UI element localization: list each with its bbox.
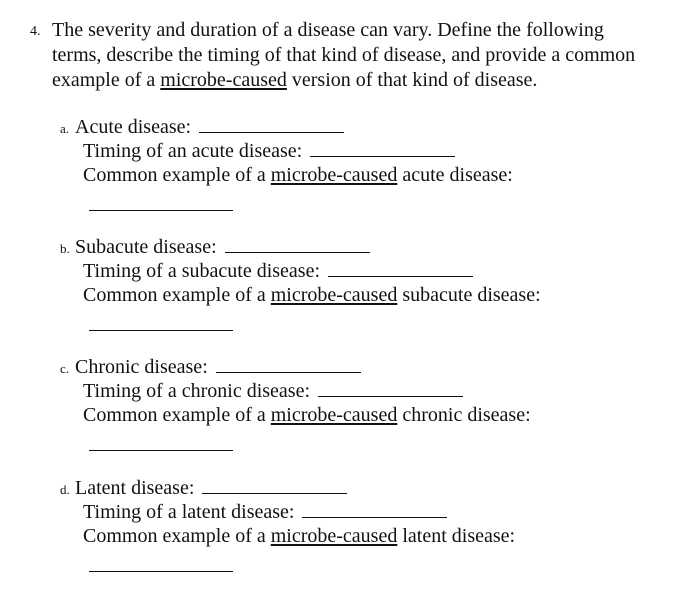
part-a-example-blank[interactable]: [89, 196, 233, 211]
part-d-term-row: [60, 476, 680, 500]
part-c-timing-blank[interactable]: [318, 382, 463, 397]
question-line-3-head: example of a: [52, 69, 161, 91]
part-b-example-blank[interactable]: [89, 316, 233, 331]
part-c: [60, 355, 680, 451]
part-a-timing-label: Timing of an acute disease:: [83, 140, 303, 162]
part-b-example-prefix: Common example of a: [83, 284, 271, 306]
part-d-timing-row: [60, 500, 680, 524]
part-a-definition-blank[interactable]: [199, 118, 344, 133]
question-line-3-tail: version of that kind of disease.: [286, 69, 538, 91]
part-d-timing-label: Timing of a latent disease:: [83, 501, 295, 523]
part-c-example-suffix: chronic disease:: [397, 404, 531, 426]
question-underlined-term: microbe-caused: [160, 69, 287, 91]
part-c-timing-row: [60, 379, 680, 403]
part-a-example-underlined: microbe-caused: [270, 164, 398, 186]
question-4: [30, 18, 680, 93]
part-a-example-suffix: acute disease:: [397, 164, 513, 186]
part-a-example-row: [60, 163, 680, 187]
part-a-letter: a.: [60, 121, 70, 136]
part-d-example-suffix: latent disease:: [397, 525, 516, 547]
part-b-timing-label: Timing of a subacute disease:: [83, 260, 321, 282]
question-number: 4.: [30, 24, 41, 39]
part-c-example-underlined: microbe-caused: [270, 404, 398, 426]
part-d-term: Latent disease:: [75, 477, 195, 499]
part-c-example-row: [60, 403, 680, 427]
part-d: [60, 476, 680, 572]
part-d-example-row: [60, 524, 680, 548]
question-line-2: terms, describe the timing of that kind of disease, and provide a common: [52, 44, 636, 66]
part-c-example-blank[interactable]: [89, 436, 233, 451]
part-c-timing-label: Timing of a chronic disease:: [83, 380, 311, 402]
part-b-timing-row: [60, 259, 680, 283]
part-c-term: Chronic disease:: [75, 356, 208, 378]
part-a-term-row: [60, 115, 680, 139]
question-prompt: [30, 18, 680, 93]
part-b-example-underlined: microbe-caused: [270, 284, 398, 306]
part-d-example-blank[interactable]: [89, 557, 233, 572]
part-b-example-row: [60, 283, 680, 307]
part-c-definition-blank[interactable]: [216, 358, 361, 373]
part-b-example-suffix: subacute disease:: [397, 284, 541, 306]
part-b-timing-blank[interactable]: [328, 262, 473, 277]
part-b-letter: b.: [60, 241, 70, 256]
part-a-timing-blank[interactable]: [310, 142, 455, 157]
part-b-term: Subacute disease:: [75, 236, 217, 258]
part-d-timing-blank[interactable]: [302, 503, 447, 518]
part-c-example-prefix: Common example of a: [83, 404, 271, 426]
part-c-term-row: [60, 355, 680, 379]
part-d-example-underlined: microbe-caused: [270, 525, 398, 547]
part-a: [60, 115, 680, 211]
part-b-term-row: [60, 235, 680, 259]
part-b: [60, 235, 680, 331]
part-a-example-prefix: Common example of a: [83, 164, 271, 186]
part-d-example-prefix: Common example of a: [83, 525, 271, 547]
part-b-definition-blank[interactable]: [225, 238, 370, 253]
part-c-letter: c.: [60, 361, 70, 376]
question-line-3: [52, 68, 680, 93]
part-a-term: Acute disease:: [75, 116, 192, 138]
part-d-definition-blank[interactable]: [202, 479, 347, 494]
part-a-timing-row: [60, 139, 680, 163]
question-line-1: The severity and duration of a disease can vary. Define the following: [52, 19, 604, 41]
part-d-letter: d.: [60, 482, 70, 497]
